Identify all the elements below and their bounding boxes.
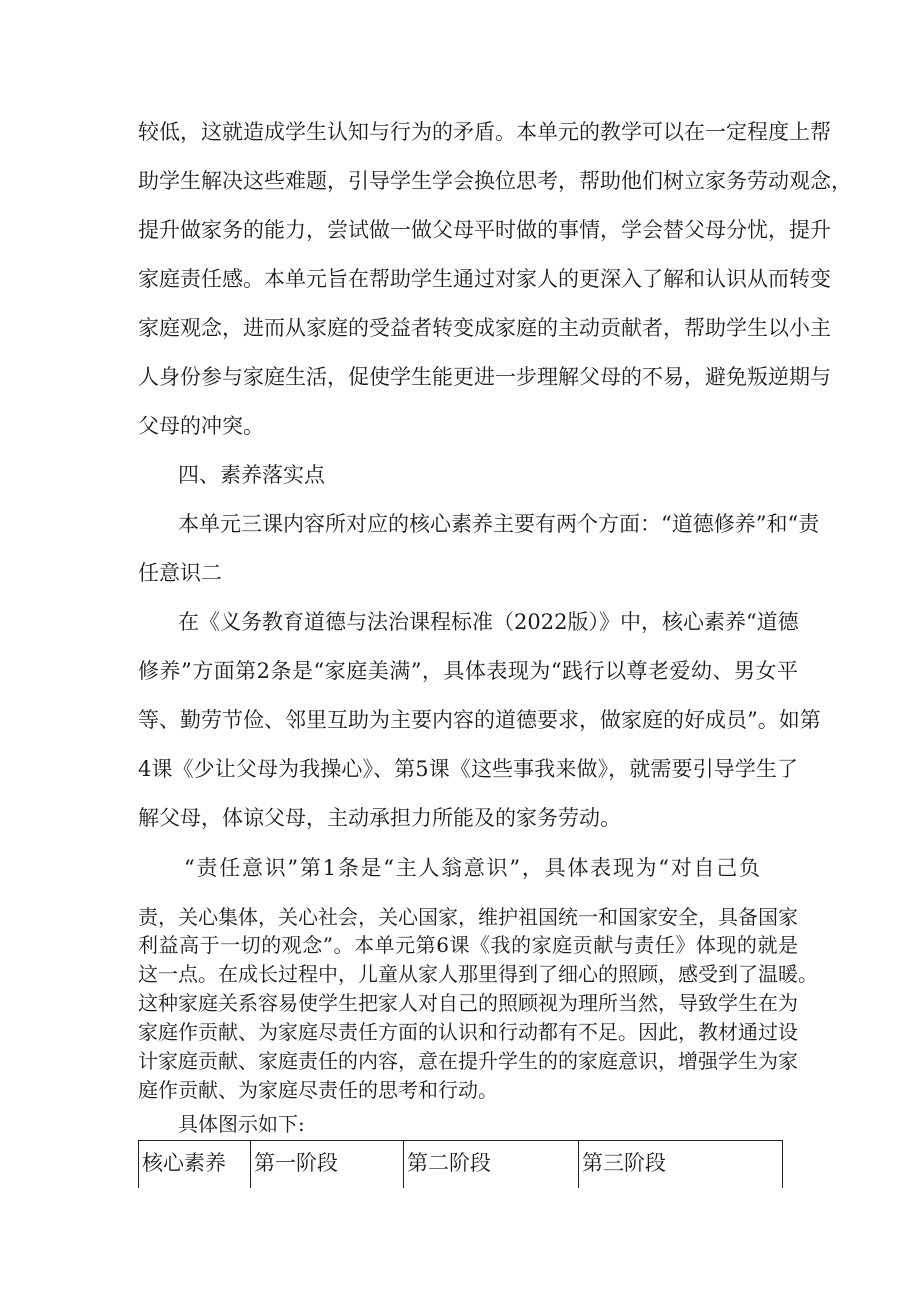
paragraph-line: 在《义务教育道德与法治课程标准（2022版）》中，核心素养“道德 — [178, 610, 799, 634]
paragraph-line: 修养”方面第2条是“家庭美满”，具体表现为“践行以尊老爱幼、男女平 — [138, 659, 798, 683]
paragraph-line: 人身份参与家庭生活，促使学生能更进一步理解父母的不易，避免叛逆期与 — [138, 365, 831, 389]
table-header-cell: 第三阶段 — [579, 1141, 783, 1188]
paragraph-line: 助学生解决这些难题，引导学生学会换位思考，帮助他们树立家务劳动观念， — [138, 169, 852, 193]
diagram-intro: 具体图示如下: — [178, 1112, 305, 1136]
paragraph-line: 较低，这就造成学生认知与行为的矛盾。本单元的教学可以在一定程度上帮 — [138, 120, 831, 144]
paragraph-line: 等、勤劳节俭、邻里互助为主要内容的道德要求，做家庭的好成员”。如第 — [138, 708, 821, 732]
paragraph-line: 庭作贡献、为家庭尽责任的思考和行动。 — [138, 1078, 498, 1102]
paragraph-line: 4课《少让父母为我操心》、第5课《这些事我来做》，就需要引导学生了 — [138, 757, 798, 781]
paragraph-line: 利益高于一切的观念”。本单元第6课《我的家庭贡献与责任》体现的就是 — [138, 933, 798, 957]
paragraph-line: 提升做家务的能力，尝试做一做父母平时做的事情，学会替父母分忧，提升 — [138, 218, 831, 242]
table-header-cell: 核心素养 — [139, 1141, 251, 1188]
paragraph-line: 这种家庭关系容易使学生把家人对自己的照顾视为理所当然，导致学生在为 — [138, 991, 798, 1015]
section-heading: 四、素养落实点 — [178, 463, 325, 487]
table-header-cell: 第二阶段 — [404, 1141, 579, 1188]
paragraph-line: 父母的冲突。 — [138, 414, 264, 438]
paragraph-line: 解父母，体谅父母，主动承担力所能及的家务劳动。 — [138, 806, 621, 830]
table-header-cell: 第一阶段 — [251, 1141, 404, 1188]
paragraph-line: “责任意识”第1条是“主人翁意识”，具体表现为“对自己负 — [184, 856, 760, 880]
core-literacy-table — [138, 1140, 783, 1188]
paragraph-line: 计家庭贡献、家庭责任的内容，意在提升学生的的家庭意识，增强学生为家 — [138, 1049, 798, 1073]
paragraph-line: 家庭责任感。本单元旨在帮助学生通过对家人的更深入了解和认识从而转变 — [138, 267, 831, 291]
paragraph-line: 家庭观念，进而从家庭的受益者转变成家庭的主动贡献者，帮助学生以小主 — [138, 316, 831, 340]
paragraph-line: 家庭作贡献、为家庭尽责任方面的认识和行动都有不足。因此，教材通过设 — [138, 1020, 798, 1044]
paragraph-line: 本单元三课内容所对应的核心素养主要有两个方面：“道德修养”和“责 — [178, 512, 820, 536]
paragraph-line: 任意识二 — [138, 561, 222, 585]
paragraph-line: 这一点。在成长过程中，儿童从家人那里得到了细心的照顾，感受到了温暖。 — [138, 962, 818, 986]
paragraph-line: 责，关心集体，关心社会，关心国家，维护祖国统一和国家安全，具备国家 — [138, 905, 798, 929]
